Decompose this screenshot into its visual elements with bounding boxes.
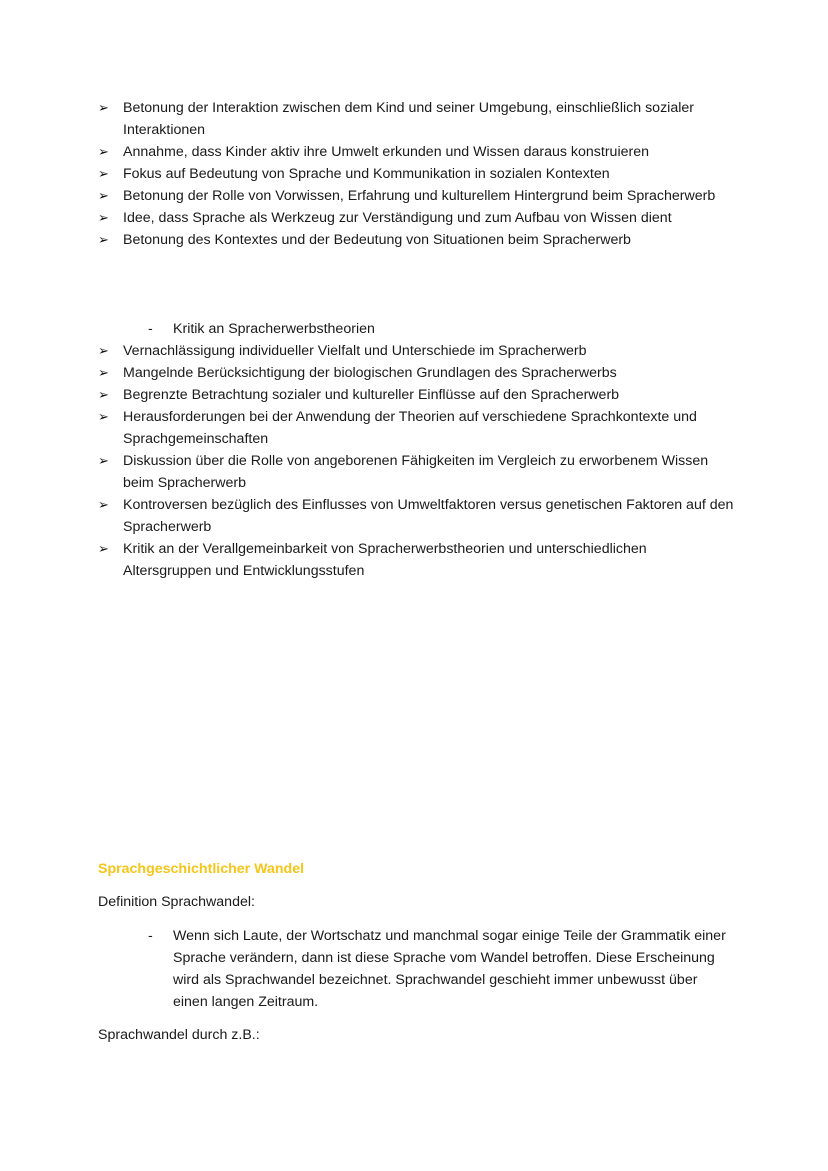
list-item: ➢ Betonung der Rolle von Vorwissen, Erfahrung und kulturellem Hintergrund beim Spracherwerb: [98, 185, 738, 207]
arrow-bullet-icon: ➢: [98, 453, 109, 468]
definition-label: Definition Sprachwandel:: [98, 894, 255, 910]
arrow-bullet-icon: ➢: [98, 188, 109, 203]
list-item: ➢ Betonung des Kontextes und der Bedeutung von Situationen beim Spracherwerb: [98, 229, 738, 251]
list-item: ➢ Betonung der Interaktion zwischen dem Kind und seiner Umgebung, einschließlich sozialer Interaktionen: [98, 97, 738, 141]
arrow-bullet-icon: ➢: [98, 166, 109, 181]
list-item: ➢ Fokus auf Bedeutung von Sprache und Kommunikation in sozialen Kontexten: [98, 163, 738, 185]
list-item: ➢ Vernachlässigung individueller Vielfalt und Unterschiede im Spracherwerb: [98, 340, 738, 362]
arrow-bullet-icon: ➢: [98, 541, 109, 556]
section-heading-sprachwandel: Sprachgeschichtlicher Wandel: [98, 861, 305, 877]
arrow-bullet-icon: ➢: [98, 343, 109, 358]
critique-list: [98, 340, 738, 582]
examples-label: Sprachwandel durch z.B.:: [98, 1027, 260, 1043]
arrow-bullet-icon: ➢: [98, 100, 109, 115]
theory-feature-list: [98, 97, 738, 251]
list-item: ➢ Annahme, dass Kinder aktiv ihre Umwelt erkunden und Wissen daraus konstruieren: [98, 141, 738, 163]
arrow-bullet-icon: ➢: [98, 387, 109, 402]
arrow-bullet-icon: ➢: [98, 232, 109, 247]
list-item: ➢ Diskussion über die Rolle von angeborenen Fähigkeiten im Vergleich zu erworbenem Wissen beim Spracherwerb: [98, 450, 738, 494]
definition-text: - Wenn sich Laute, der Wortschatz und manchmal sogar einige Teile der Grammatik einer Sprache verändern, dann ist diese Sprache vom Wandel betroffen. Diese Erscheinung wird als Sprachwandel bezeichnet. Sprachwandel geschieht immer unbewusst über einen langen Zeitraum.: [148, 925, 728, 1013]
arrow-bullet-icon: ➢: [98, 210, 109, 225]
list-item: ➢ Kritik an der Verallgemeinbarkeit von Spracherwerbstheorien und unterschiedlichen Altersgruppen und Entwicklungsstufen: [98, 538, 738, 582]
arrow-bullet-icon: ➢: [98, 497, 109, 512]
list-item: ➢ Mangelnde Berücksichtigung der biologischen Grundlagen des Spracherwerbs: [98, 362, 738, 384]
list-item: ➢ Herausforderungen bei der Anwendung der Theorien auf verschiedene Sprachkontexte und Sprachgemeinschaften: [98, 406, 738, 450]
list-item: ➢ Idee, dass Sprache als Werkzeug zur Verständigung und zum Aufbau von Wissen dient: [98, 207, 738, 229]
arrow-bullet-icon: ➢: [98, 409, 109, 424]
arrow-bullet-icon: ➢: [98, 365, 109, 380]
dash-bullet: -: [148, 928, 153, 944]
list-item: ➢ Begrenzte Betrachtung sozialer und kultureller Einflüsse auf den Spracherwerb: [98, 384, 738, 406]
critique-subheading: - Kritik an Spracherwerbstheorien: [148, 318, 728, 340]
list-item: ➢ Kontroversen bezüglich des Einflusses von Umweltfaktoren versus genetischen Faktoren auf den Spracherwerb: [98, 494, 738, 538]
dash-bullet: -: [148, 321, 153, 337]
arrow-bullet-icon: ➢: [98, 144, 109, 159]
